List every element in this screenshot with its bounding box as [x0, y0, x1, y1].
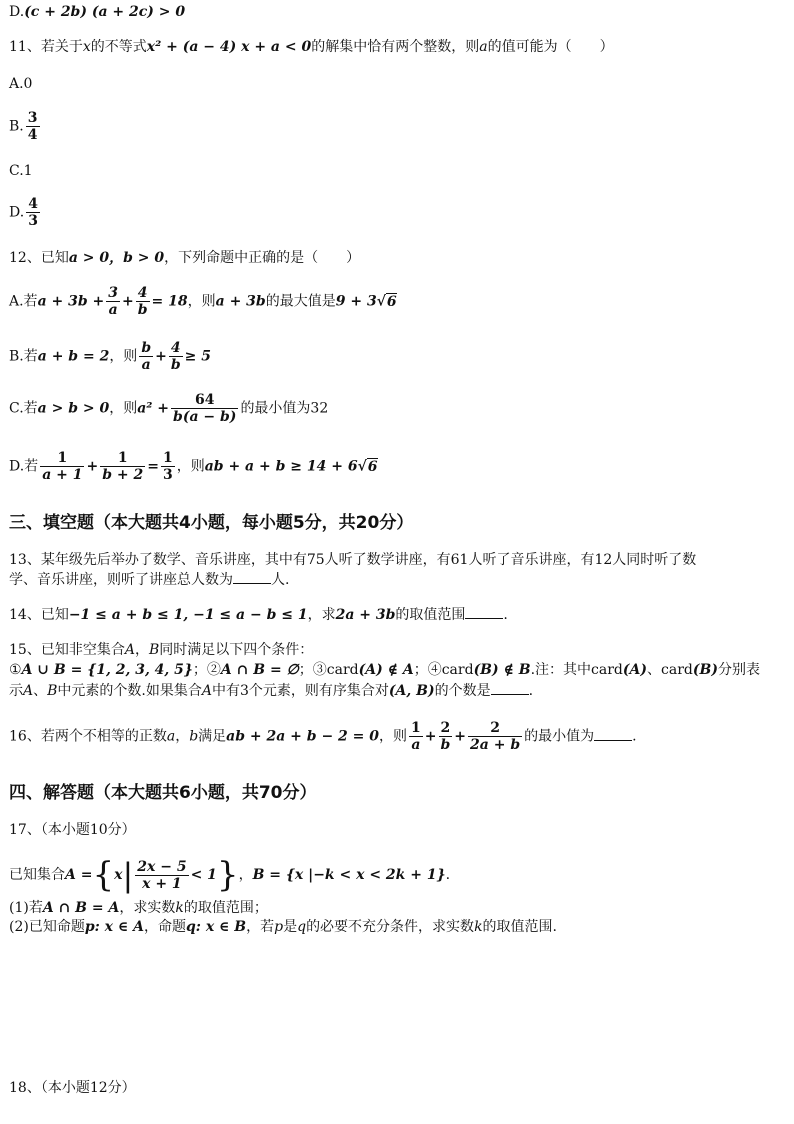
- text: ，命题: [144, 919, 186, 935]
- num: 2: [490, 720, 500, 736]
- text: .: [528, 683, 534, 699]
- text: ，则: [109, 348, 138, 365]
- var: b: [189, 728, 199, 745]
- fraction: [409, 720, 423, 753]
- text: 的必要不充分条件，求实数: [306, 919, 475, 935]
- text: ，则: [109, 400, 138, 417]
- math-expression: a > b > 0: [37, 400, 110, 417]
- math-expression: A ∩ B = A: [42, 900, 120, 916]
- den: 4: [27, 127, 38, 143]
- math-expression: a + b = 2: [37, 348, 110, 365]
- q17-part1: [9, 898, 268, 918]
- num: 2: [440, 720, 451, 736]
- den: b + 2: [102, 467, 144, 483]
- den: a: [139, 356, 153, 373]
- den: b(a − b): [173, 409, 237, 425]
- math-expression: (B): [692, 662, 718, 678]
- var: x: [114, 867, 123, 883]
- math-expression: A ∩ B = ∅: [220, 662, 299, 678]
- math-expression: (B) ∉ B: [473, 662, 531, 678]
- text: 是: [283, 919, 298, 935]
- right-brace: }: [216, 855, 239, 895]
- text: 15、已知非空集合: [9, 642, 125, 658]
- text: 的个数是: [434, 683, 491, 699]
- var: x: [82, 39, 91, 55]
- text: 分别表: [717, 662, 760, 678]
- q11-stem: [9, 37, 614, 57]
- text: 的解集中恰有两个整数，则: [311, 39, 480, 55]
- fraction: [26, 196, 40, 229]
- math-op: =: [147, 458, 159, 475]
- text: .: [632, 728, 637, 745]
- sqrt-sign: √: [357, 458, 367, 475]
- math-op: +: [454, 728, 467, 745]
- fraction: [26, 110, 40, 143]
- math-expression: < 1: [190, 867, 217, 883]
- fraction: [169, 340, 183, 373]
- math-op: +: [155, 348, 167, 365]
- section-heading-fill-in: 三、填空题（本大题共4小题，每小题5分，共20分）: [9, 513, 414, 533]
- text: ，求实数: [119, 900, 176, 916]
- fraction: [40, 450, 84, 483]
- den: b: [137, 302, 148, 318]
- var: p: [274, 919, 284, 935]
- text: 16、若两个不相等的正数: [9, 728, 167, 745]
- text: (2)已知命题: [9, 919, 85, 935]
- sqrt-radicand: 6: [386, 293, 397, 310]
- math-expression: −1 ≤ a + b ≤ 1, −1 ≤ a − b ≤ 1: [68, 607, 308, 623]
- num: b: [141, 340, 152, 356]
- math-expression: a + 3b: [215, 293, 266, 310]
- math-expression: = 18: [151, 293, 188, 310]
- math-expression: B = {x |−k < x < 2k + 1}: [252, 867, 446, 883]
- text: 示: [9, 683, 23, 699]
- text: 的值可能为（ ）: [487, 39, 614, 55]
- math-expression: (A) ∉ A: [358, 662, 414, 678]
- q11-option-a: A.0: [9, 76, 33, 92]
- var: k: [474, 919, 483, 935]
- var: A: [201, 683, 212, 699]
- math-expression: a > 0，b > 0: [68, 250, 165, 266]
- option-label: A.若: [9, 293, 38, 310]
- num: 4: [170, 340, 181, 356]
- q18-header: 18、（本小题12分）: [9, 1080, 136, 1096]
- text: 14、已知: [9, 607, 69, 623]
- fraction: [100, 450, 145, 483]
- q13-line2: [9, 570, 289, 590]
- text: 12、已知: [9, 250, 69, 266]
- text: 的取值范围；: [183, 900, 268, 916]
- sqrt-sign: √: [376, 293, 386, 310]
- q16: [9, 720, 637, 753]
- fraction: [135, 859, 188, 892]
- num: 4: [137, 285, 148, 301]
- fraction: [139, 340, 153, 373]
- var: a: [166, 728, 176, 745]
- text: 的取值范围: [395, 607, 466, 623]
- q12-option-c: [9, 392, 328, 425]
- text: 满足: [198, 728, 227, 745]
- text: 的不等式: [90, 39, 147, 55]
- text: 11、若关于: [9, 39, 83, 55]
- text: 学、音乐讲座，则听了讲座总人数为: [9, 572, 233, 588]
- q11-option-c: C.1: [9, 163, 33, 179]
- answer-blank[interactable]: [465, 606, 503, 619]
- text: ；②: [192, 662, 221, 678]
- num: 1: [162, 450, 173, 466]
- section-heading-answer: 四、解答题（本大题共6小题，共70分）: [9, 783, 317, 803]
- math-expression: q: x ∈ B: [186, 919, 247, 935]
- text: 的取值范围.: [482, 919, 557, 935]
- q15-line1: [9, 640, 313, 660]
- fraction: [468, 720, 522, 753]
- den: a: [106, 301, 120, 318]
- var: A: [23, 683, 34, 699]
- math-op: +: [424, 728, 437, 745]
- q17-part2: [9, 917, 557, 937]
- option-label: D.: [9, 204, 25, 221]
- text: 的最大值是: [265, 293, 336, 310]
- math-expression: A ∪ B = {1, 2, 3, 4, 5}: [21, 662, 193, 678]
- option-label: B.若: [9, 348, 38, 365]
- text: ，则: [187, 293, 216, 310]
- text: ，: [175, 728, 190, 745]
- answer-blank[interactable]: [594, 728, 632, 741]
- den: b: [440, 737, 451, 753]
- q13-line1: 13、某年级先后举办了数学、音乐讲座，其中有75人听了数学讲座，有61人听了音乐讲座，有12人同时听了数: [9, 552, 697, 568]
- text: (1)若: [9, 900, 43, 916]
- option-label: B.: [9, 118, 24, 135]
- text: ，则: [176, 458, 205, 475]
- math-expression: 9 + 3: [335, 293, 377, 310]
- text: ；④card: [413, 662, 474, 678]
- fraction: [171, 392, 238, 425]
- math-expression: a² +: [137, 400, 170, 417]
- var: a: [479, 39, 488, 55]
- math-op: +: [122, 293, 134, 310]
- num: 3: [108, 285, 118, 301]
- num: 4: [28, 196, 38, 212]
- q11-option-d: [9, 196, 42, 229]
- var: B: [47, 683, 58, 699]
- option-label: D.: [9, 4, 25, 20]
- q12-stem: [9, 248, 360, 268]
- text: 人.: [271, 572, 290, 588]
- text: 、card: [647, 662, 693, 678]
- text: .: [503, 607, 508, 623]
- den: x + 1: [135, 875, 188, 892]
- q15-line3: [9, 681, 533, 701]
- num: 1: [411, 720, 421, 736]
- answer-blank[interactable]: [491, 682, 529, 695]
- text: .: [445, 867, 451, 883]
- den: a + 1: [42, 467, 83, 483]
- num: 2x − 5: [137, 858, 187, 875]
- text: 已知集合: [9, 867, 65, 883]
- text: 的最小值为: [524, 728, 595, 745]
- text: 、: [33, 683, 48, 699]
- num: 3: [27, 110, 38, 126]
- text: 同时满足以下四个条件：: [159, 642, 314, 658]
- var: A: [124, 642, 135, 658]
- math-expression: p: x ∈ A: [84, 919, 144, 935]
- q17-header: 17、（本小题10分）: [9, 822, 136, 838]
- q15-line2: [9, 660, 760, 680]
- text: ，则: [379, 728, 408, 745]
- den: b: [170, 357, 181, 373]
- text: .注：其中card: [530, 662, 623, 678]
- math-expression: (c + 2b) (a + 2c) > 0: [24, 4, 186, 20]
- math-expression: ab + 2a + b − 2 = 0: [226, 728, 380, 745]
- q12-option-d: [9, 450, 378, 483]
- option-label: C.若: [9, 400, 38, 417]
- den: 3: [28, 213, 38, 229]
- text: 中有3个元素，则有序集合对: [212, 683, 389, 699]
- fraction: [161, 450, 175, 483]
- var: B: [148, 642, 160, 658]
- text: ①: [9, 662, 22, 678]
- num: 64: [195, 392, 215, 408]
- math-expression: x² + (a − 4) x + a < 0: [146, 39, 312, 55]
- q10-option-d: [9, 2, 185, 22]
- math-expression: A =: [65, 867, 93, 883]
- text: ，: [238, 867, 253, 883]
- num: 1: [57, 450, 68, 466]
- text: ，下列命题中正确的是（ ）: [164, 250, 361, 266]
- text: ；③card: [298, 662, 359, 678]
- set-bar: |: [122, 856, 134, 894]
- math-expression: ab + a + b ≥ 14 + 6: [204, 458, 358, 475]
- math-expression: (A, B): [388, 683, 435, 699]
- fraction: [136, 285, 150, 318]
- text: ，求: [307, 607, 336, 623]
- q17-sets: [9, 855, 451, 895]
- sqrt-radicand: 6: [367, 458, 378, 475]
- math-expression: ≥ 5: [184, 348, 211, 365]
- q12-option-b: [9, 340, 211, 373]
- q14: [9, 605, 508, 625]
- math-expression: (A): [622, 662, 648, 678]
- left-brace: {: [92, 855, 115, 895]
- den: 3: [162, 467, 173, 483]
- math-expression: 2a + 3b: [335, 607, 396, 623]
- option-label: D.若: [9, 458, 39, 475]
- num: 1: [117, 450, 128, 466]
- text: 中元素的个数.如果集合: [57, 683, 202, 699]
- text: ，: [134, 642, 149, 658]
- den: a: [409, 736, 423, 753]
- var: q: [297, 919, 307, 935]
- q11-option-b: [9, 110, 42, 143]
- q12-option-a: [9, 285, 397, 318]
- math-expression: a + 3b +: [37, 293, 105, 310]
- answer-blank[interactable]: [233, 571, 271, 584]
- math-op: +: [86, 458, 99, 475]
- fraction: [106, 285, 120, 318]
- den: 2a + b: [470, 737, 521, 753]
- var: k: [175, 900, 184, 916]
- fraction: [439, 720, 453, 753]
- text: ，若: [246, 919, 275, 935]
- text: 的最小值为32: [240, 400, 329, 417]
